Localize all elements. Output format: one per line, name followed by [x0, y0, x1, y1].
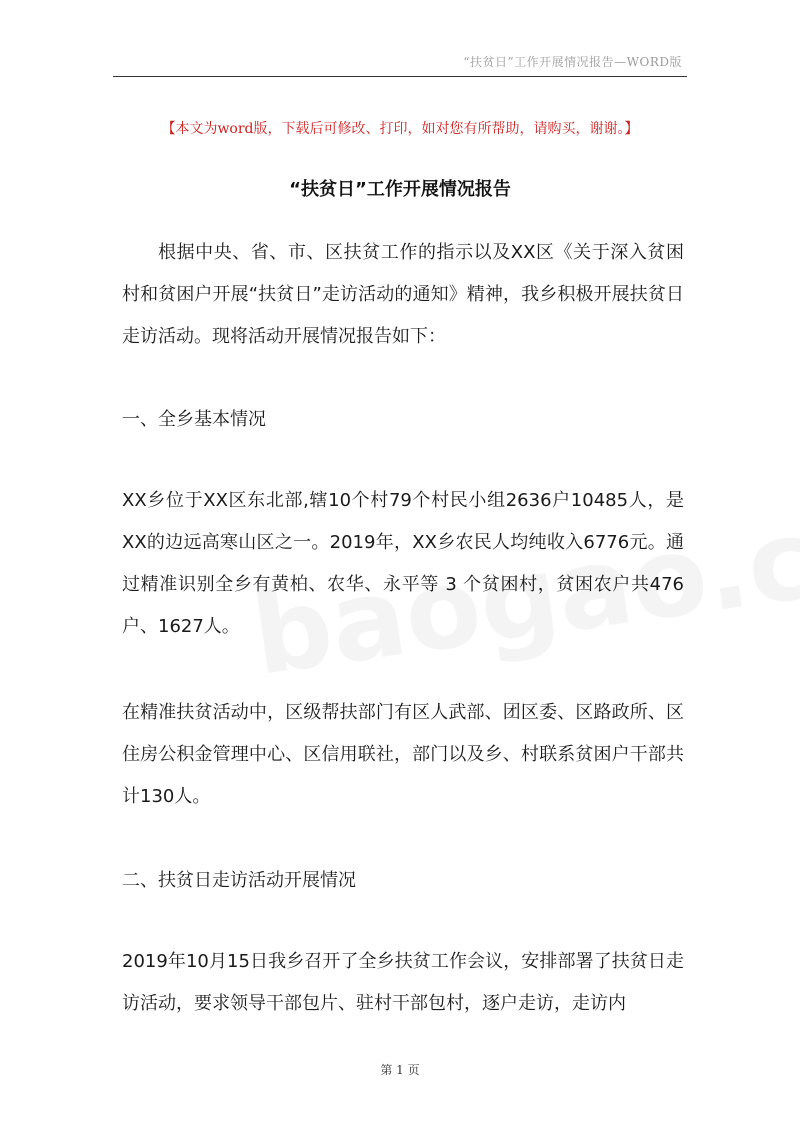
- running-header: “扶贫日”工作开展情况报告—WORD版: [463, 55, 682, 69]
- document-title: “扶贫日”工作开展情况报告: [289, 179, 511, 200]
- intro-paragraph: 根据中央、省、市、区扶贫工作的指示以及XX区《关于深入贫困村和贫困户开展“扶贫日”走访活动的通知》精神，我乡积极开展扶贫日走访活动。现将活动开展情况报告如下：: [122, 242, 684, 347]
- purchase-notice: 【本文为word版，下载后可修改、打印，如对您有所帮助，请购买，谢谢。】: [161, 121, 639, 137]
- section2-paragraph-1: 2019年10月15日我乡召开了全乡扶贫工作会议，安排部署了扶贫日走访活动，要求领导干部包片、驻村干部包村，逐户走访，走访内: [122, 951, 684, 1014]
- section1-paragraph-2: 在精准扶贫活动中，区级帮扶部门有区人武部、团区委、区路政所、区住房公积金管理中心、区信用联社，部门以及乡、村联系贫困户干部共计130人。: [122, 702, 684, 807]
- section-heading-1: 一、全乡基本情况: [122, 409, 266, 430]
- section-heading-2: 二、扶贫日走访活动开展情况: [122, 870, 356, 891]
- page-number: 第 1 页: [380, 1063, 420, 1077]
- header-divider: [113, 76, 687, 77]
- section1-paragraph-1: XX乡位于XX区东北部,辖10个村79个村民小组2636户10485人，是XX的边远高寒山区之一。2019年，XX乡农民人均纯收入6776元。通过精准识别全乡有黄柏、农华、永平等 3 个贫困村，贫困农户共476户、1627人。: [122, 490, 684, 637]
